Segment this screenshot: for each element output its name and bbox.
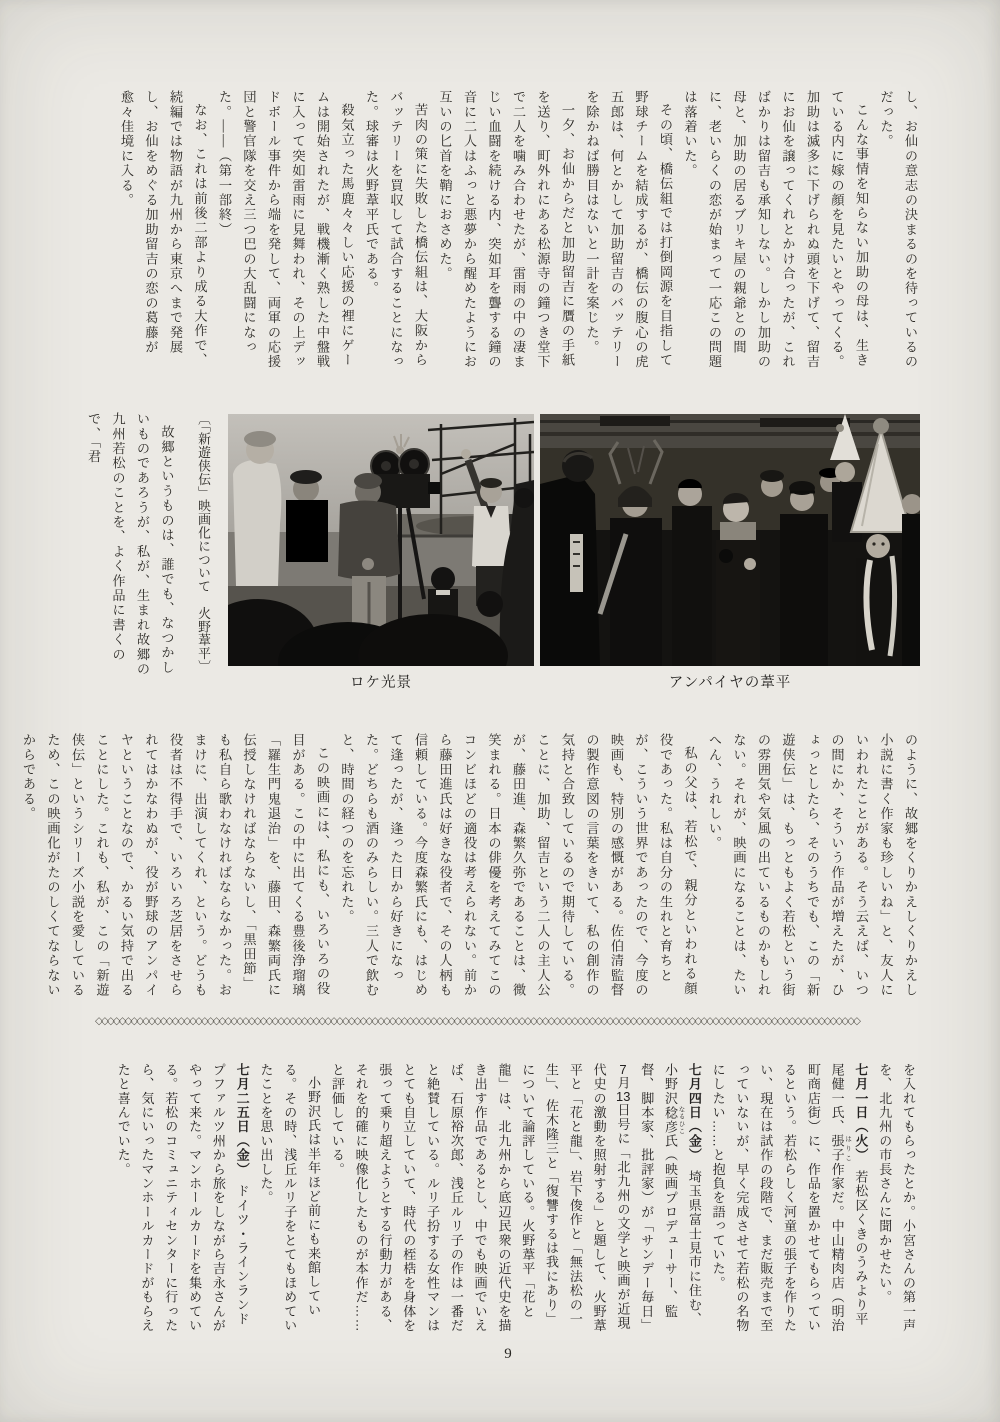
text-column-paragraph: し、お仙の意志の決まるのを待っているのだった。	[878, 90, 918, 370]
text-column-paragraph: 小野沢氏は半年ほど前にも来館している。その時、浅丘ルリ子をとてもほめていたことを思い出した。	[258, 1063, 322, 1333]
text-column-paragraph: こんな事情を知らない加助の母は、生きている内に嫁の顔を見たいとやってくる。加助は滅多に下げられぬ頭を下げて、留吉にお仙を譲ってくれとかけ合ったが、こればかりは留吉も承知しない。しかし加助の母と、加助の居るブリキ屋の親爺との間に、老いらくの恋が始まって一応この問題は落着いた。	[682, 90, 869, 370]
feature-title: 〔「新遊侠伝」映画化について 火野葦平〕	[196, 412, 210, 674]
feature-article-text	[16, 733, 923, 1003]
text-column-paragraph: なお、これは前後二部より成る大作で、続編では物語が九州から東京へまで発展し、お仙をめぐる加助留吉の恋の葛藤が愈々佳境に入る。	[119, 90, 208, 368]
umpire-crowd-photo	[540, 414, 920, 666]
feature-heading-block	[81, 412, 216, 680]
top-synopsis-text	[114, 90, 923, 372]
text-column-paragraph: のように、故郷をくりかえしくりかえし小説に書く作家も珍しいね」と、友人にいわれたことがある。そう云えば、いつの間にか、そういう作品が増えたが、ひょっとしたら、そのうちでも、この「新遊侠伝」は、もっともよく若松という街の雰囲気や気風の出ているものかもしれない。それが、映画になることは、たいへん、うれしい。	[707, 733, 918, 998]
text-column-paragraph: その頃、橋伝組では打倒岡源を目指して野球チームを結成するが、橋伝の腹心の虎五郎は、何とかして加助留吉のバッテリーを除かねば勝目はないと一計を案じた。	[584, 90, 673, 370]
text-column-paragraph: を入れてもらったとか。小宮さんの第一声を、北九州の市長さんに聞かせたい。	[877, 1063, 916, 1333]
diamond-divider: ◇◇◇◇◇◇◇◇◇◇◇◇◇◇◇◇◇◇◇◇◇◇◇◇◇◇◇◇◇◇◇◇◇◇◇◇◇◇◇◇◇◇◇◇◇◇◇◇◇◇◇◇◇◇◇◇◇◇◇◇◇◇◇◇◇◇◇◇◇◇◇◇◇◇◇◇◇◇◇◇◇◇◇◇◇◇◇◇◇◇◇◇◇◇◇◇◇◇◇◇◇◇◇◇◇◇◇◇◇◇◇◇◇◇◇◇◇◇◇◇◇◇◇◇◇◇◇◇◇◇	[95, 1015, 859, 1027]
text-column-paragraph: 殺気立った馬鹿々々しい応援の裡にゲームは開始されたが、戦機漸く熟した中盤戦に入って突如雷雨に見舞われ、その上デッドボール事件から端を発して、両軍の応援団と警官隊を交え三つ巴の大乱闘になった。――（第一部終）	[217, 90, 355, 370]
text-column-paragraph: この映画には、私にも、いろいろの役目がある。この中に出てくる豊後浄瑠璃「羅生門鬼退治」を、藤田、森繁両氏に伝授しなければならないし、「黒田節」も私自ら歌わなければならなかった。おまけに、出演してくれ、という。どうも役者は不得手で、いろいろ芝居をさせられてはかなわぬが、役が野球のアンパイヤということなので、かるい気持で出ることにした。これも、私が、この「新遊侠伝」というシリーズ小説を愛しているため、この映画化がたのしくてならないからである。	[21, 733, 330, 998]
diary-text	[111, 1063, 920, 1335]
text-column-paragraph: 七月四日（金） 埼玉県富士見市に住む、小野沢稔彦 なるひこ氏（映画プロデューサー、監督、脚本家、批評家）が「サンデー毎日」7月13日号に「北九州の文学と映画が近現代史の激動を照射する」と題して、火野葦平と「花と龍」、岩下俊作と「無法松の一生」、佐木隆三と「復讐するは我にあり」について論評している。火野葦平「花と龍」は、北九州から底辺民衆の近代史を描き出す作品であるとし、中でも映画でいえば、石原裕次郎、浅丘ルリ子の作は一番だと絶賛している。ルリ子扮する女性マンはとても自立していて、時代の桎梏を身体を張って乗り超えようとする行動力がある、それを的確に映像化したものが本作だ……と評価している。	[329, 1063, 702, 1333]
text-column-paragraph: 七月二五日（金） ドイツ・ラインランドプファルツ州から旅をしながら吉永さんがやって来た。マンホールカードを集めている。若松のコミュニティセンターに行ったら、気にいったマンホールカードがもらえたと喜んでいた。	[115, 1063, 250, 1333]
text-column-paragraph: 苦肉の策に失敗した橋伝組は、大阪からバッテリーを買収して試合することになった。球審は火野葦平氏である。	[364, 90, 428, 370]
page-number: 9	[504, 1346, 512, 1362]
text-column-paragraph: 七月一日（火） 若松区くきのうみより平尾健一氏、張子 はりこ作家だ。中山精肉店（明治町商店街）に、作品を置かせてもらっているという。若松らしく河童の張子を作りたい、現在は試作の段階で、まだ販売まで至っていないが、早く完成させて若松の名物にしたい……と抱負を語っていた。	[710, 1063, 869, 1333]
left-photo-caption: ロケ光景	[350, 675, 412, 691]
right-photo-caption: アンパイヤの葦平	[668, 675, 792, 691]
text-column-paragraph: 故郷というものは、誰でも、なつかしいものであろうが、私が、生まれ故郷の九州若松のことを、よく作品に書くので、「君	[86, 412, 175, 677]
location-scene-photo	[228, 414, 534, 666]
text-column-paragraph: 一夕、お仙からだと加助留吉に贋の手紙を送り、町外れにある松源寺の鐘つき堂下で二人を噛み合わせたが、雷雨の中の凄まじい血闘を続ける内、突如耳を聾する鐘の音に二人はふっと悪夢から醒めたようにお互いの匕首を鞘におさめた。	[437, 90, 575, 370]
text-column-paragraph: 私の父は、若松で、親分といわれる顔役であった。私は自分の生れと育ちとが、こういう世界であったので、今度の映画も、特別の感慨がある。佐伯清監督の製作意図の言葉をきいて、私の創作の気持と合致しているので期待している。ことに、加助、留吉という二人の主人公が、藤田進、森繁久弥であることは、微笑まれる。日本の俳優を考えてみてこのコンビほどの適役は考えられない。前から藤田進氏は好きな役者で、その人柄も信頼している。今度森繁氏にも、はじめて逢ったが、逢った日から好きになった。どちらも酒のみらしい。三人で飲むと、時間の経つのを忘れた。	[339, 733, 698, 998]
